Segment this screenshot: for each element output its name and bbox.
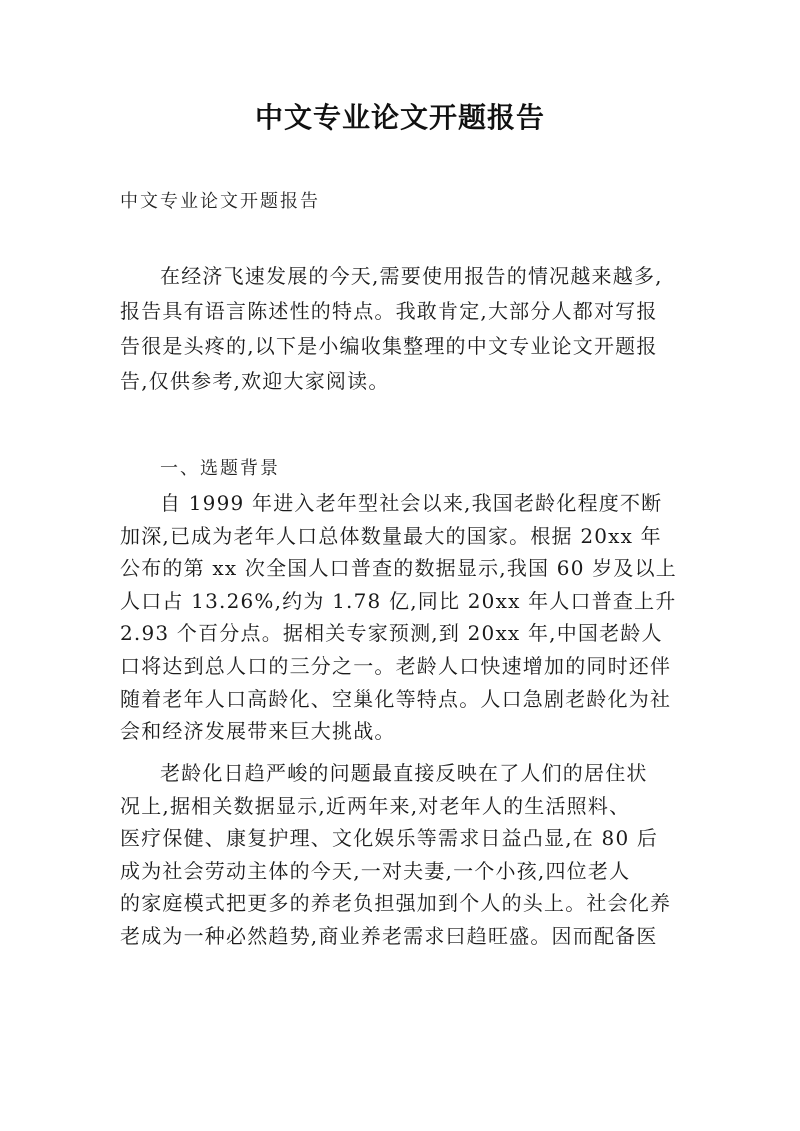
paragraph-line: 会和经济发展带来巨大挑战。	[120, 719, 396, 744]
paragraph-line: 报告具有语言陈述性的特点。我敢肯定,大部分人都对写报	[120, 299, 658, 323]
paragraph-line: 自 1999 年进入老年型社会以来,我国老龄化程度不断	[160, 491, 663, 515]
paragraph-line: 成为社会劳动主体的今天,一对夫妻,一个小孩,四位老人	[120, 858, 631, 883]
paragraph-line: 老成为一种必然趋势,商业养老需求曰趋旺盛。因而配备医	[120, 923, 658, 948]
document-title: 中文专业论文开题报告	[254, 101, 545, 134]
paragraph-line: 在经济飞速发展的今天,需要使用报告的情况越来越多,	[160, 264, 663, 288]
paragraph-line: 的家庭模式把更多的养老负担强加到个人的头上。社会化养	[120, 891, 672, 916]
paragraph-line: 公布的第 xx 次全国人口普查的数据显示,我国 60 岁及以上	[120, 556, 677, 581]
paragraph-line: 老龄化日趋严峻的问题最直接反映在了人们的居住状	[160, 761, 648, 785]
paragraph-line: 口将达到总人口的三分之一。老龄人口快速增加的同时还伴	[120, 653, 672, 678]
paragraph-line: 随着老年人口高龄化、空巢化等特点。人口急剧老龄化为社	[120, 686, 672, 711]
document-subtitle: 中文专业论文开题报告	[120, 191, 320, 212]
section-heading: 一、选题背景	[160, 458, 280, 479]
background-paragraph-2	[120, 757, 690, 953]
paragraph-line: 人口占 13.26%,约为 1.78 亿,同比 20xx 年人口普查上升	[120, 588, 677, 613]
paragraph-line: 加深,已成为老年人口总体数量最大的国家。根据 20xx 年	[120, 523, 662, 548]
paragraph-line: 告很是头疼的,以下是小编收集整理的中文专业论文开题报	[120, 334, 658, 358]
paragraph-line: 告,仅供参考,欢迎大家阅读。	[120, 369, 390, 393]
intro-paragraph	[120, 259, 690, 399]
paragraph-line: 况上,据相关数据显示,近两年来,对老年人的生活照料、	[120, 793, 631, 818]
paragraph-line: 2.93 个百分点。据相关专家预测,到 20xx 年,中国老龄人	[120, 621, 663, 646]
background-paragraph-1	[120, 487, 690, 748]
paragraph-line: 医疗保健、康复护理、文化娱乐等需求日益凸显,在 80 后	[120, 826, 659, 851]
